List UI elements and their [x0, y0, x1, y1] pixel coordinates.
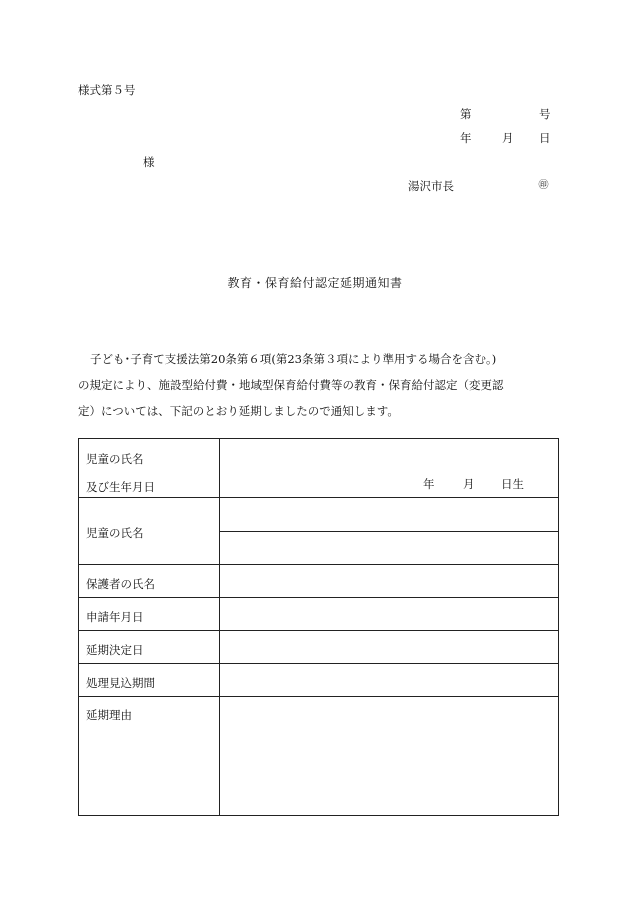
table-row-child-birth	[79, 439, 558, 497]
table-row-extension-decision	[79, 630, 558, 663]
table-row-extension-reason	[79, 696, 558, 815]
child-name-birth-label-1: 児童の氏名	[86, 452, 144, 466]
child-name-label: 児童の氏名	[86, 526, 144, 540]
birth-year: 年	[423, 477, 435, 491]
body-line-1: 子ども･子育て支援法第20条第６項(第23条第３項により準用する場合を含む｡)	[90, 352, 497, 366]
body-text	[78, 346, 558, 424]
date-month: 月	[502, 131, 514, 145]
seal-mark: ㊞	[538, 180, 549, 191]
extension-reason-label: 延期理由	[86, 708, 132, 722]
document-title: 教育・保育給付認定延期通知書	[227, 276, 403, 290]
body-line-3: 定）については、下記のとおり延期しましたので通知します。	[78, 404, 399, 418]
application-date-label: 申請年月日	[86, 610, 144, 624]
table-row-child-name	[79, 497, 558, 564]
date-year: 年	[460, 131, 472, 145]
birth-month: 月	[463, 477, 475, 491]
body-line-2: の規定により、施設型給付費・地域型保育給付費等の教育・保育給付認定（変更認	[78, 378, 504, 392]
processing-period-label: 処理見込期間	[86, 676, 155, 690]
extension-decision-label: 延期決定日	[86, 643, 144, 657]
form-number: 様式第５号	[78, 83, 136, 97]
addressee: 様	[143, 155, 155, 169]
date-day: 日	[539, 131, 551, 145]
doc-number-prefix: 第	[460, 107, 472, 121]
birth-day: 日生	[501, 477, 524, 491]
guardian-label: 保護者の氏名	[86, 577, 155, 591]
doc-number-suffix: 号	[539, 107, 551, 121]
info-table	[78, 438, 559, 816]
child-name-birth-label-2: 及び生年月日	[86, 480, 155, 494]
table-row-application-date	[79, 597, 558, 630]
table-row-processing-period	[79, 663, 558, 696]
issuer-name: 湯沢市長	[408, 179, 454, 193]
table-row-guardian	[79, 564, 558, 597]
